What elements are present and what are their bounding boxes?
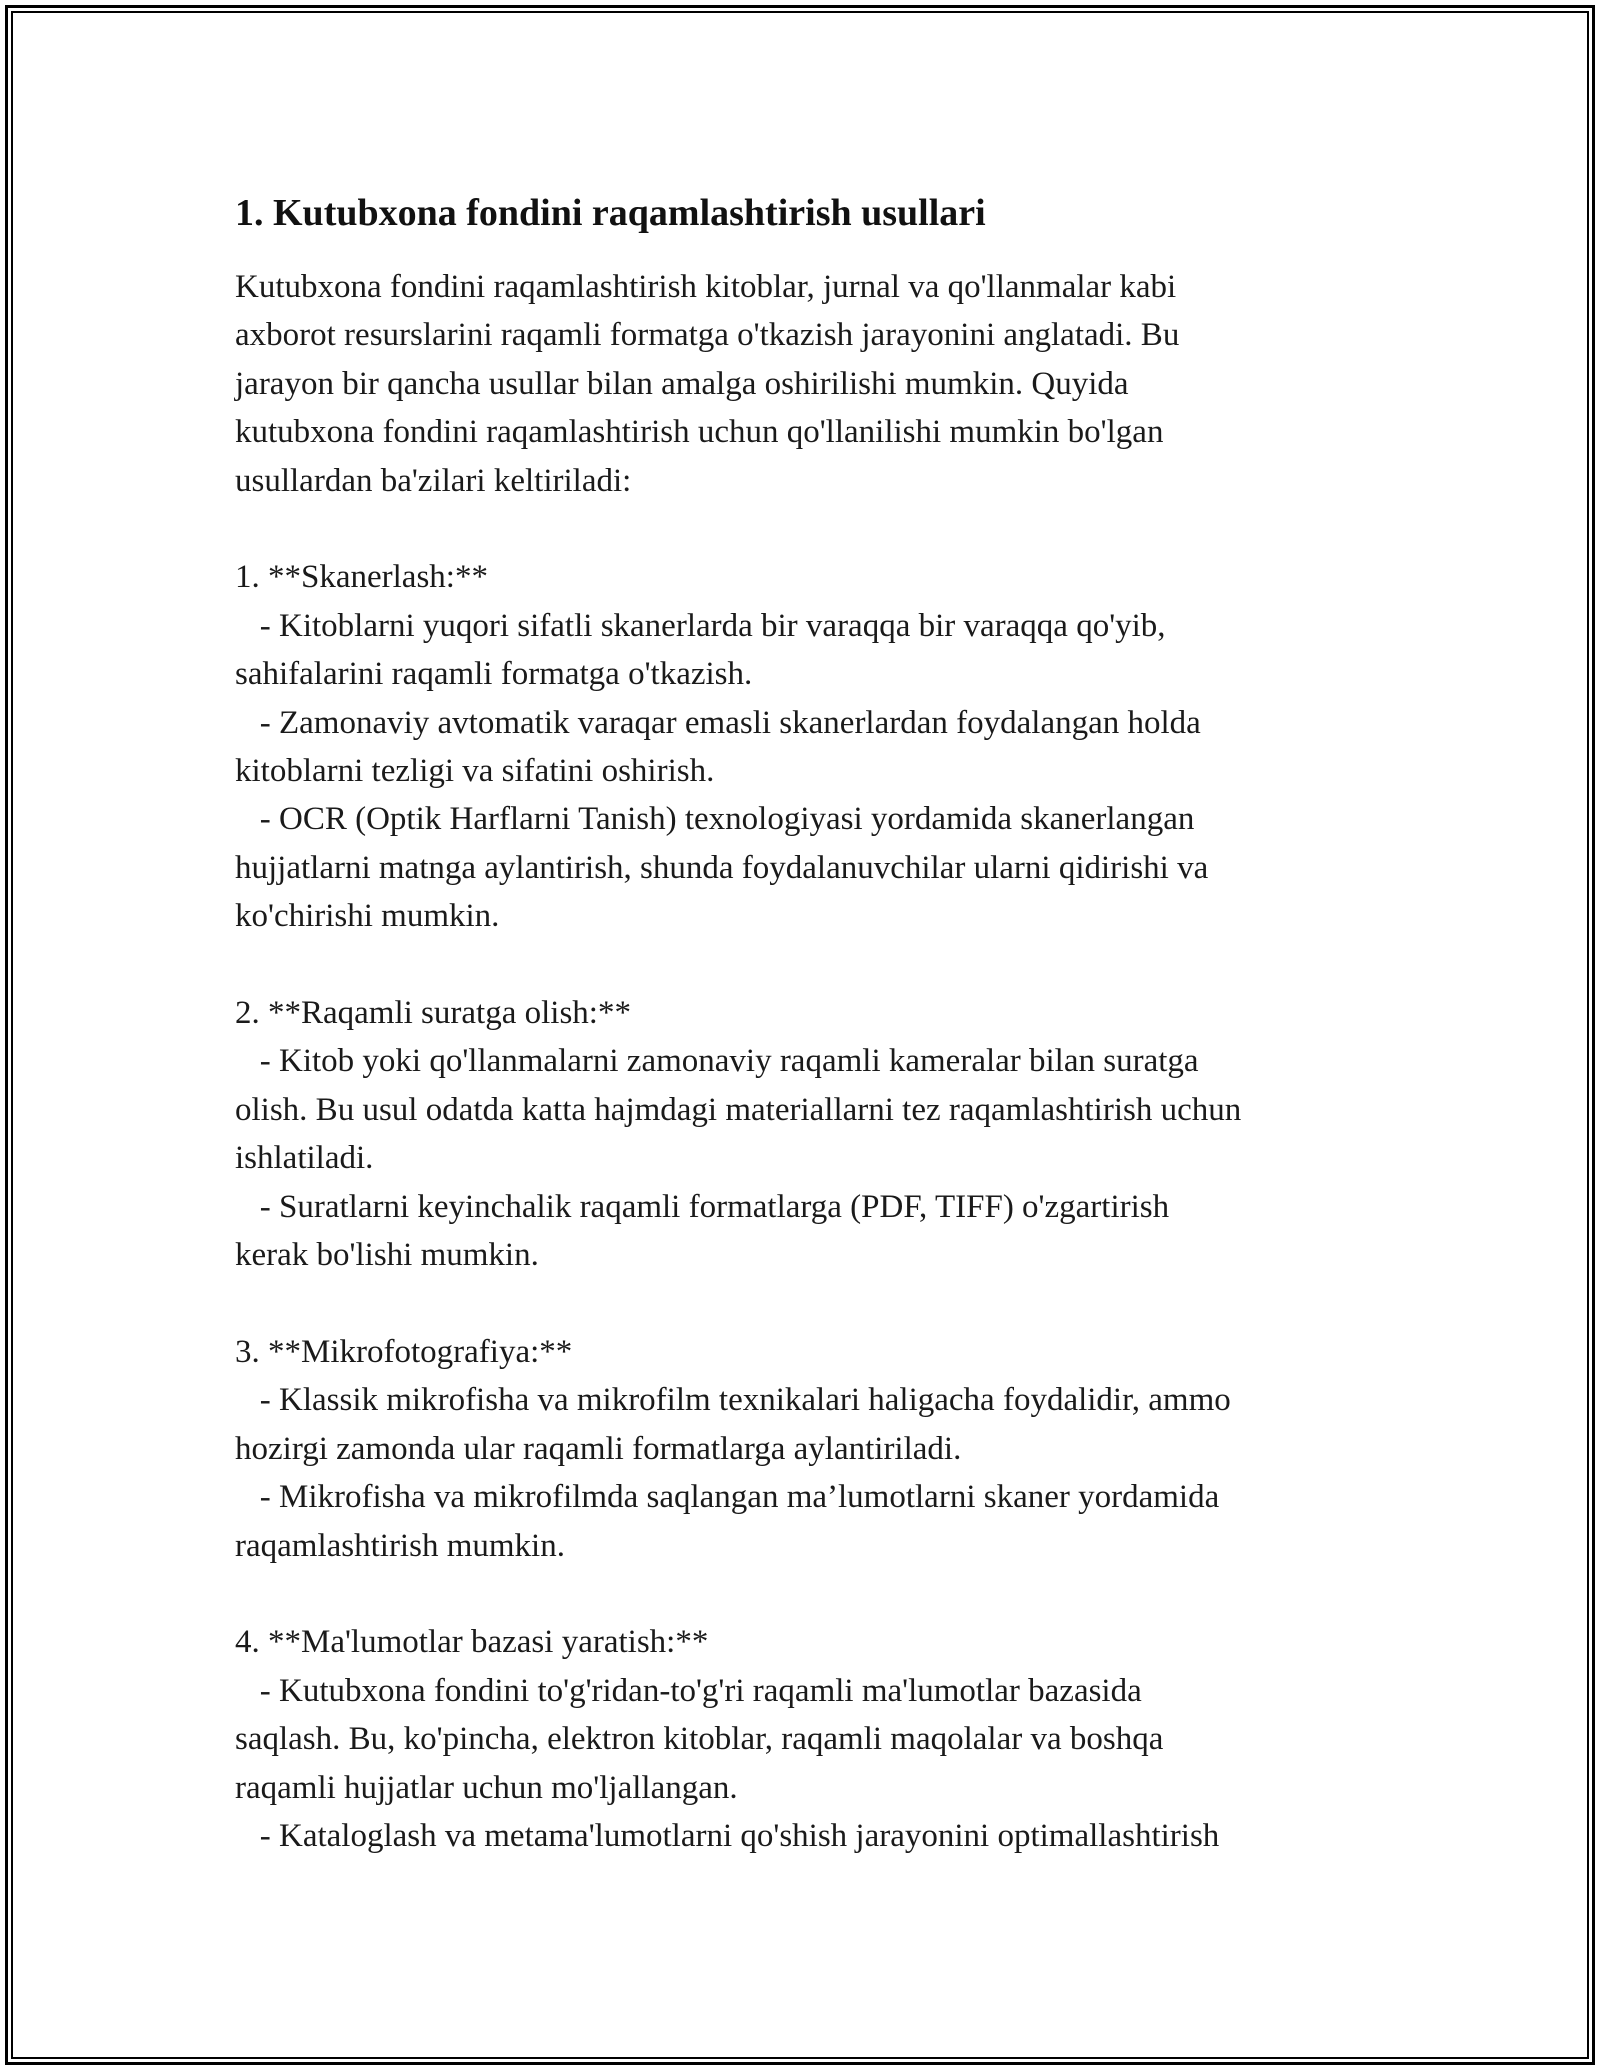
- list-item: - Kitoblarni yuqori sifatli skanerlarda bir varaqqa bir varaqqa qo'yib, sahifalarini raqamli formatga o'tkazish.: [235, 607, 1166, 693]
- list-item: - Suratlarni keyinchalik raqamli formatlarga (PDF, TIFF) o'zgartirish kerak bo'lishi mumkin.: [235, 1188, 1170, 1274]
- paragraph-spacer: [235, 941, 1415, 989]
- list-item: - OCR (Optik Harflarni Tanish) texnologiyasi yordamida skanerlangan hujjatlarni matnga aylantirish, shunda foydalanuvchilar ularni qidirishi va ko'chirishi mumkin.: [235, 801, 1209, 935]
- list-item: - Klassik mikrofisha va mikrofilm texnikalari haligacha foydalidir, ammo hozirgi zamonda ular raqamli formatlarga aylantiriladi.: [235, 1382, 1231, 1467]
- paragraph-spacer: [235, 1570, 1415, 1618]
- paragraph-spacer: [235, 1280, 1415, 1328]
- paragraph-spacer: [235, 505, 1415, 553]
- list-item: - Kataloglash va metama'lumotlarni qo'shish jarayonini optimallashtirish: [235, 1817, 1220, 1854]
- list-item: - Mikrofisha va mikrofilmda saqlangan ma’lumotlarni skaner yordamida raqamlashtirish mumkin.: [235, 1479, 1220, 1564]
- section-heading-malumotlar-bazasi: 4. **Ma'lumotlar bazasi yaratish:**: [235, 1624, 709, 1661]
- section-heading-raqamli-suratga-olish: 2. **Raqamli suratga olish:**: [235, 995, 631, 1032]
- list-item: - Zamonaviy avtomatik varaqar emasli skanerlardan foydalangan holda kitoblarni tezligi va sifatini oshirish.: [235, 704, 1201, 790]
- document-title: 1. Kutubxona fondini raqamlashtirish usullari: [235, 192, 986, 234]
- list-item: - Kitob yoki qo'llanmalarni zamonaviy raqamli kameralar bilan suratga olish. Bu usul odatda katta hajmdagi materiallarni tez raqamlashtirish uchun ishlatiladi.: [235, 1043, 1242, 1177]
- section-heading-skanerlash: 1. **Skanerlash:**: [235, 559, 488, 596]
- document-body: [235, 185, 1415, 1860]
- intro-paragraph: Kutubxona fondini raqamlashtirish kitoblar, jurnal va qo'llanmalar kabi axborot resurslarini raqamli formatga o'tkazish jarayonini anglatadi. Bu jarayon bir qancha usullar bilan amalga oshirilishi mumkin. Quyida kutubxona fondini raqamlashtirish uchun qo'llanilishi mumkin bo'lgan usullardan ba'zilari keltiriladi:: [235, 269, 1180, 499]
- section-heading-mikrofotografiya: 3. **Mikrofotografiya:**: [235, 1333, 573, 1370]
- list-item: - Kutubxona fondini to'g'ridan-to'g'ri raqamli ma'lumotlar bazasida saqlash. Bu, ko'pincha, elektron kitoblar, raqamli maqolalar va boshqa raqamli hujjatlar uchun mo'ljallangan.: [235, 1672, 1164, 1806]
